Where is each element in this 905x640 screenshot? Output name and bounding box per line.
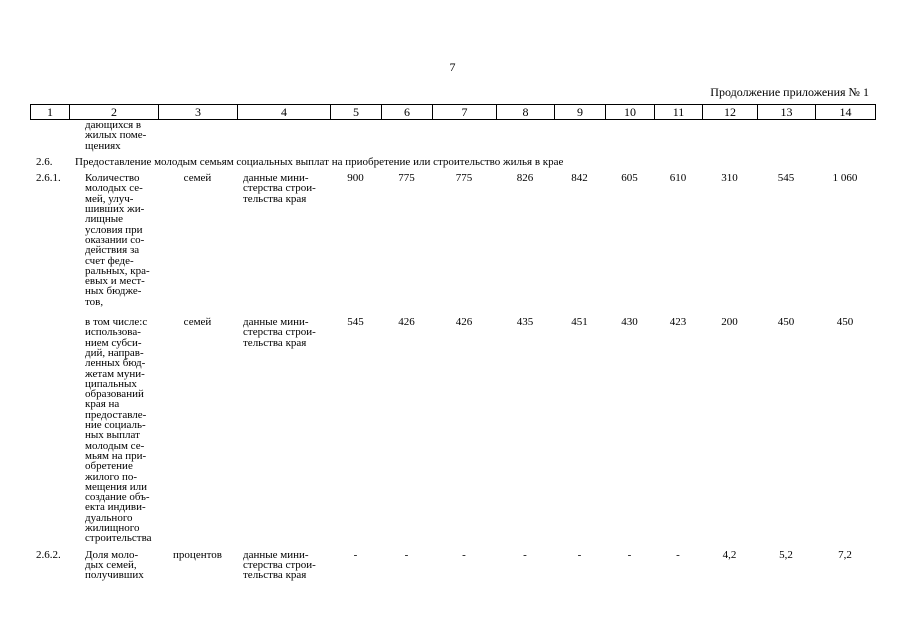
row-value: 426 — [398, 316, 415, 329]
row-value: 450 — [836, 316, 854, 329]
table-body — [30, 120, 875, 580]
row-value: - — [627, 548, 632, 561]
col-header: 2 — [70, 105, 159, 120]
row-value: 200 — [721, 316, 738, 329]
col-header: 8 — [497, 105, 555, 120]
row-value: 310 — [721, 172, 738, 185]
table-row — [30, 544, 875, 581]
row-number: 2.6.2. — [36, 548, 61, 561]
row-value: 451 — [571, 316, 588, 329]
row-value: 610 — [669, 172, 687, 185]
row-value: - — [676, 548, 680, 561]
row-value: 900 — [347, 172, 364, 185]
row-value: 842 — [571, 172, 588, 185]
row-number — [30, 307, 69, 544]
row-value: 775 — [398, 172, 415, 185]
col-header: 5 — [331, 105, 382, 120]
col-header: 9 — [555, 105, 606, 120]
row-value: - — [353, 548, 358, 561]
row-value: - — [523, 548, 527, 561]
row-value: 423 — [669, 316, 687, 329]
row-value: - — [404, 548, 409, 561]
col-header: 13 — [758, 105, 816, 120]
row-value: 435 — [516, 316, 534, 329]
row-source: данные мини- стерства строи- тельства края — [243, 316, 316, 349]
row-value: 430 — [621, 316, 638, 329]
col-header: 14 — [816, 105, 876, 120]
page-number: 7 — [449, 60, 456, 74]
row-unit: семей — [183, 316, 212, 329]
row-source: данные мини- стерства строи- тельства края — [243, 172, 316, 205]
table-row — [30, 120, 875, 151]
col-header: 11 — [655, 105, 703, 120]
col-header: 12 — [703, 105, 758, 120]
row-value: 545 — [777, 172, 795, 185]
row-value: 5,2 — [779, 548, 793, 561]
header-row — [31, 105, 876, 120]
row-name: Количество молодых се- мей, улуч- шивших жи- лищные условия при оказании со- действия за счет феде- ральных, кра- евых и мест- ных бюдже- тов, — [85, 172, 150, 308]
row-source: данные мини- стерства строи- тельства края — [243, 548, 316, 582]
row-unit: семей — [183, 172, 212, 185]
table-row — [30, 167, 875, 307]
row-number: 2.6.1. — [36, 172, 61, 185]
row-value: - — [577, 548, 582, 561]
row-value: 545 — [347, 316, 364, 329]
row-value: 605 — [621, 172, 638, 185]
row-value: - — [462, 548, 466, 561]
row-value: 775 — [455, 172, 473, 185]
col-header: 4 — [238, 105, 331, 120]
col-header: 1 — [31, 105, 70, 120]
row-value: 4,2 — [722, 548, 737, 561]
table-row — [30, 307, 875, 544]
row-unit: процентов — [173, 548, 222, 561]
col-header: 6 — [382, 105, 433, 120]
col-header: 10 — [606, 105, 655, 120]
row-value: 1 060 — [832, 172, 858, 185]
col-header: 7 — [433, 105, 497, 120]
section-number: 2.6. — [36, 155, 53, 168]
col-header: 3 — [159, 105, 238, 120]
row-name: в том числе:с использова- нием субси- дий, направ- ленных бюд- жетам муни- ципальных образований края на предоставле- ние социаль- ных выплат молодым се- мьям на при- обретение жилого по- мещения или создание объ- екта индиви- дуального жилищного строительства — [85, 316, 152, 545]
carry-over-text: дающихся в жилых поме- щениях — [85, 119, 147, 152]
continuation-label: Продолжение приложения № 1 — [710, 85, 869, 99]
row-value: 826 — [516, 172, 534, 185]
column-header-table — [30, 104, 876, 120]
row-value: 450 — [777, 316, 795, 329]
section-title: Предоставление молодым семьям социальных выплат на приобретение или строительство жилья в крае — [75, 155, 564, 168]
section-row — [30, 151, 875, 167]
row-value: 7,2 — [838, 548, 852, 561]
row-name: Доля моло- дых семей, получивших — [85, 548, 144, 582]
row-value: 426 — [455, 316, 473, 329]
